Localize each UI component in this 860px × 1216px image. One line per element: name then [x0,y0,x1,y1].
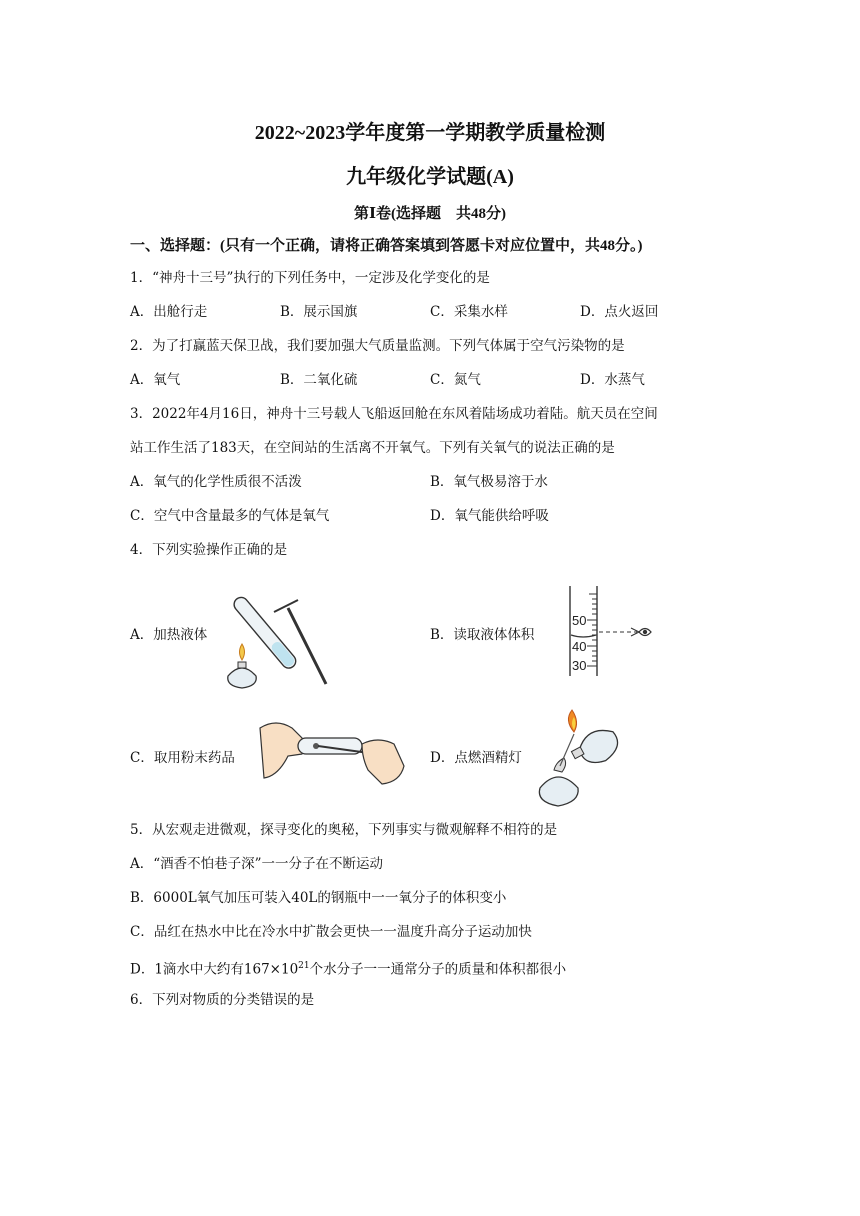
q4-option-a: A．加热液体 [130,627,208,643]
q5-option-c: C．品红在热水中比在冷水中扩散会更快一一温度升高分子运动加快 [130,924,532,940]
reading-volume-figure [565,584,655,680]
question-3-stem-line2: 站工作生活了183天，在空间站的生活离不开氧气。下列有关氧气的说法正确的是 [130,440,615,456]
q3-option-d: D．氧气能供给呼吸 [430,508,549,524]
q5-option-d-exponent: 21 [298,961,310,971]
question-1-stem: 1．“神舟十三号”执行的下列任务中，一定涉及化学变化的是 [130,270,490,286]
question-3-stem-line1: 3．2022年4月16日，神舟十三号载人飞船返回舱在东风着陆场成功着陆。航天员在空间 [130,406,658,422]
lighting-lamp-figure [530,710,640,810]
q5-option-d-suffix: 个水分子一一通常分子的质量和体积都很小 [309,961,567,978]
q5-option-b: B．6000L氧气加压可装入40L的钢瓶中一一氧分子的体积变小 [130,890,507,906]
cylinder-mark-30: 30 [572,658,587,673]
q3-option-c: C．空气中含量最多的气体是氧气 [130,508,330,524]
q2-option-b: B．二氧化硫 [280,372,358,388]
q1-option-c: C．采集水样 [430,304,508,320]
q1-option-b: B．展示国旗 [280,304,358,320]
q2-option-a: A．氧气 [130,372,181,388]
part-heading: 第Ⅰ卷(选择题 共48分) [353,206,506,222]
q2-option-c: C．氮气 [430,372,481,388]
question-5-stem: 5．从宏观走进微观，探寻变化的奥秘，下列事实与微观解释不相符的是 [130,822,558,838]
question-2-stem: 2．为了打赢蓝天保卫战，我们要加强大气质量监测。下列气体属于空气污染物的是 [130,338,625,354]
powder-sampling-figure [258,718,408,790]
q1-option-d: D．点火返回 [580,304,659,320]
heating-liquid-figure [218,580,330,692]
q1-option-a: A．出舱行走 [130,304,208,320]
section-heading: 一、选择题：(只有一个正确，请将正确答案填到答愿卡对应位置中，共48分。) [130,238,643,254]
q3-option-a: A．氧气的化学性质很不活泼 [130,474,302,490]
exam-title: 2022~2023学年度第一学期教学质量检测 [254,122,606,144]
cylinder-mark-40: 40 [572,639,587,654]
q3-option-b: B．氧气极易溶于水 [430,474,548,490]
cylinder-mark-50: 50 [572,613,587,628]
q5-option-d [130,957,566,979]
exam-subtitle: 九年级化学试题(A) [346,166,514,188]
q2-option-d: D．水蒸气 [580,372,645,388]
q4-option-c: C．取用粉末药品 [130,750,235,766]
q5-option-a: A．“酒香不怕巷子深”一一分子在不断运动 [130,856,384,872]
question-6-stem: 6．下列对物质的分类错误的是 [130,992,315,1008]
question-4-stem: 4．下列实验操作正确的是 [130,542,288,558]
q5-option-d-prefix: D．1滴水中大约有167×10 [130,961,299,978]
eye-icon [639,629,651,636]
q4-option-d: D．点燃酒精灯 [430,750,522,766]
q4-option-b: B．读取液体体积 [430,627,535,643]
